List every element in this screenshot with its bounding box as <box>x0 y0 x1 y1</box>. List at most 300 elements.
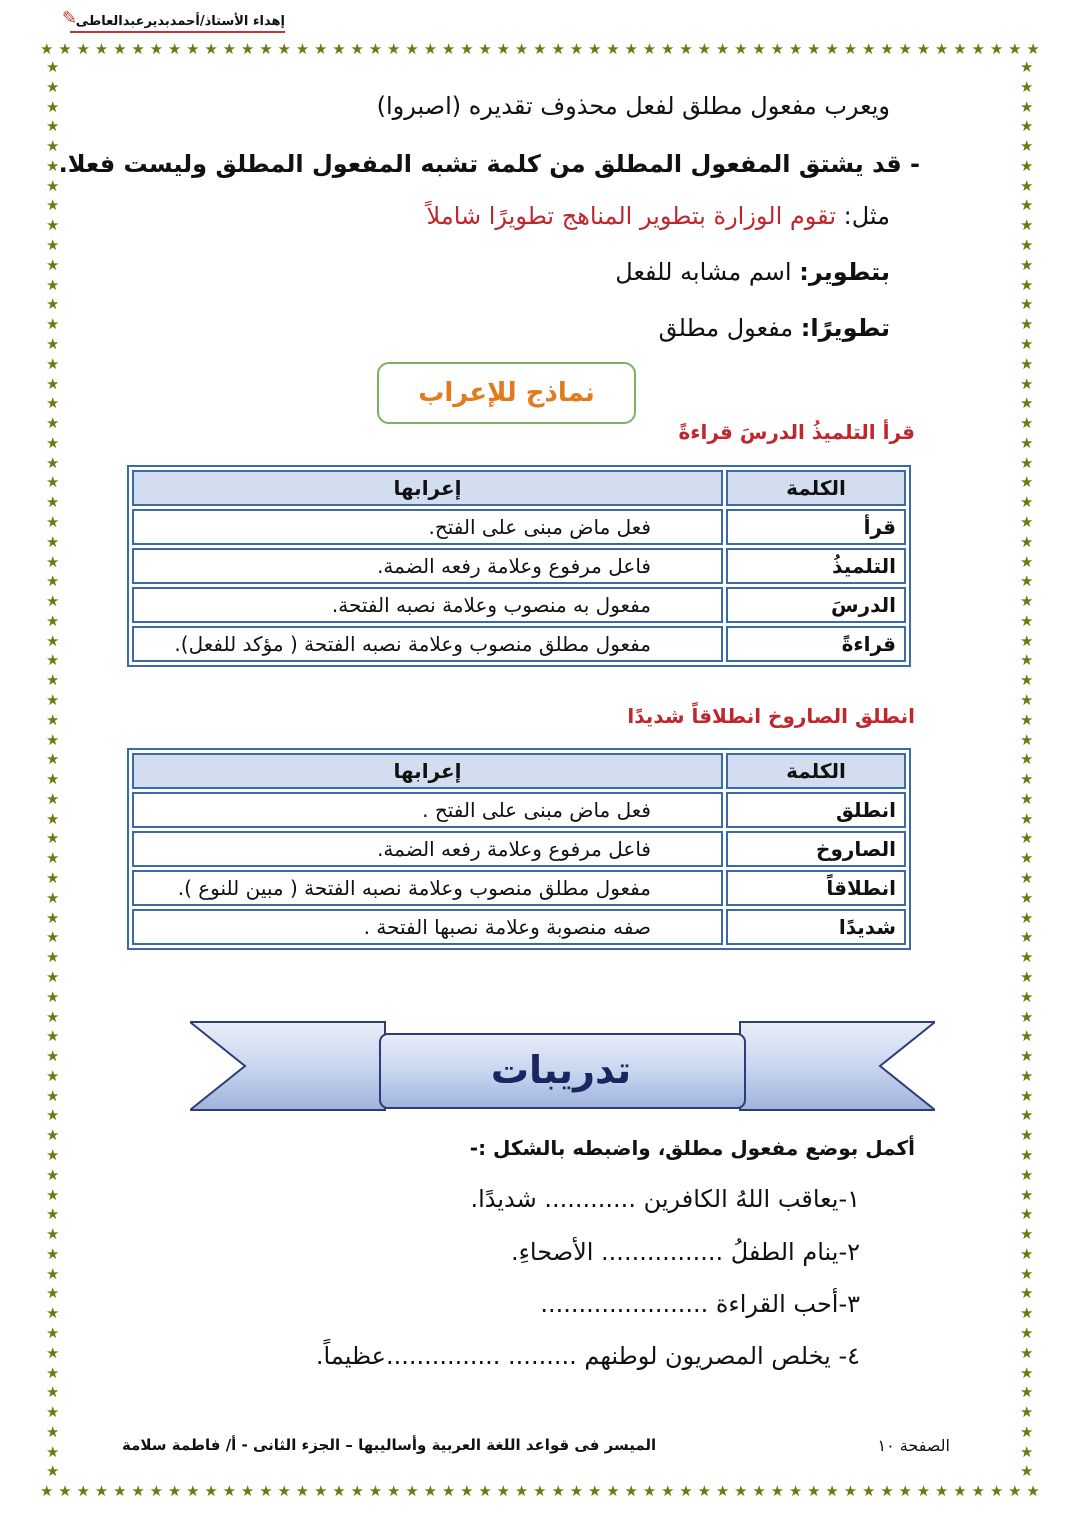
row-irab: فاعل مرفوع وعلامة رفعه الضمة. <box>132 548 723 584</box>
star-icon: ★ <box>186 40 200 58</box>
row-word: قرأ <box>726 509 906 545</box>
star-icon: ★ <box>642 1482 657 1500</box>
star-icon: ★ <box>113 40 127 58</box>
pencil-icon: ✎ <box>62 8 78 29</box>
star-icon: ★ <box>1020 156 1034 175</box>
star-icon: ★ <box>76 1482 90 1500</box>
star-icon: ★ <box>46 414 60 433</box>
example-line <box>427 202 890 230</box>
star-icon: ★ <box>204 40 218 58</box>
footer-page-number: الصفحة ١٠ <box>877 1436 950 1455</box>
star-icon: ★ <box>788 1482 803 1500</box>
star-icon: ★ <box>46 216 60 235</box>
word-2-desc: مفعول مطلق <box>658 314 794 342</box>
star-icon: ★ <box>1020 849 1034 868</box>
star-icon: ★ <box>46 58 60 76</box>
star-icon: ★ <box>1020 611 1034 630</box>
star-icon: ★ <box>533 40 547 58</box>
star-icon: ★ <box>1020 414 1034 433</box>
star-icon: ★ <box>46 1324 60 1342</box>
star-icon: ★ <box>149 40 164 58</box>
star-icon: ★ <box>423 40 438 58</box>
star-icon: ★ <box>46 789 60 808</box>
star-icon: ★ <box>46 453 60 472</box>
star-icon: ★ <box>661 1482 675 1500</box>
star-icon: ★ <box>1020 1244 1034 1263</box>
star-icon: ★ <box>46 334 60 353</box>
star-icon: ★ <box>40 1482 54 1500</box>
star-icon: ★ <box>1020 730 1034 749</box>
star-icon: ★ <box>861 40 876 58</box>
star-icon: ★ <box>496 40 511 58</box>
star-icon: ★ <box>587 1482 602 1500</box>
star-icon: ★ <box>167 1482 182 1500</box>
star-icon: ★ <box>46 473 60 492</box>
star-icon: ★ <box>1020 58 1034 76</box>
star-icon: ★ <box>46 928 60 947</box>
star-icon: ★ <box>624 1482 638 1500</box>
star-icon: ★ <box>661 40 675 58</box>
exercise-item: ٢-ينام الطفلُ ................ الأصحاءِ. <box>510 1238 860 1266</box>
header-credit <box>62 8 285 33</box>
star-icon: ★ <box>46 552 60 571</box>
star-icon: ★ <box>46 1066 60 1085</box>
star-icon: ★ <box>1020 275 1034 294</box>
table-row <box>132 509 906 545</box>
row-irab: فعل ماض مبنى على الفتح. <box>132 509 723 545</box>
star-icon: ★ <box>94 1482 109 1500</box>
star-icon: ★ <box>46 315 60 334</box>
star-icon: ★ <box>1020 1343 1034 1362</box>
star-icon: ★ <box>989 40 1004 58</box>
star-icon: ★ <box>46 1225 60 1244</box>
star-icon: ★ <box>46 255 60 274</box>
star-icon: ★ <box>1020 334 1034 353</box>
star-icon: ★ <box>387 1482 401 1500</box>
star-icon: ★ <box>46 908 60 927</box>
star-icon: ★ <box>569 40 584 58</box>
star-icon: ★ <box>46 117 60 136</box>
col-word-header: الكلمة <box>726 470 906 506</box>
star-icon: ★ <box>642 40 657 58</box>
star-icon: ★ <box>916 40 931 58</box>
word-line-1 <box>615 258 890 286</box>
star-icon: ★ <box>46 611 60 630</box>
star-icon: ★ <box>368 1482 383 1500</box>
exercises-title: تدريبات <box>490 1048 632 1092</box>
star-icon: ★ <box>46 829 60 848</box>
star-icon: ★ <box>1020 315 1034 334</box>
star-icon: ★ <box>1020 1165 1034 1184</box>
star-icon: ★ <box>1020 1106 1034 1125</box>
star-icon: ★ <box>259 1482 273 1500</box>
star-icon: ★ <box>46 1047 60 1066</box>
row-irab: فعل ماض مبنى على الفتح . <box>132 792 723 828</box>
star-icon: ★ <box>935 40 949 58</box>
star-icon: ★ <box>46 888 60 907</box>
star-icon: ★ <box>679 40 693 58</box>
star-icon: ★ <box>1020 1145 1034 1164</box>
star-icon: ★ <box>186 1482 200 1500</box>
star-icon: ★ <box>405 40 419 58</box>
star-icon: ★ <box>46 631 60 650</box>
star-icon: ★ <box>76 40 90 58</box>
table-row <box>132 792 906 828</box>
star-icon: ★ <box>807 40 821 58</box>
row-word: الدرسَ <box>726 587 906 623</box>
star-icon: ★ <box>46 236 60 255</box>
irab-table-2 <box>127 748 911 950</box>
star-icon: ★ <box>113 1482 127 1500</box>
star-icon: ★ <box>1020 710 1034 729</box>
row-word: شديدًا <box>726 909 906 945</box>
star-icon: ★ <box>1020 394 1034 413</box>
word-line-2 <box>659 314 890 342</box>
star-icon: ★ <box>46 1106 60 1125</box>
star-icon: ★ <box>697 40 712 58</box>
star-icon: ★ <box>46 1126 60 1145</box>
star-icon: ★ <box>989 1482 1004 1500</box>
star-icon: ★ <box>1020 1422 1034 1441</box>
star-icon: ★ <box>131 40 145 58</box>
star-icon: ★ <box>825 1482 839 1500</box>
star-icon: ★ <box>46 651 60 670</box>
star-icon: ★ <box>752 40 766 58</box>
star-icon: ★ <box>953 1482 967 1500</box>
star-icon: ★ <box>460 1482 474 1500</box>
star-icon: ★ <box>1020 750 1034 769</box>
exercise-item: ٤- يخلص المصريون لوطنهم ......... ...............عظيماً. <box>315 1342 860 1370</box>
star-icon: ★ <box>1020 1442 1034 1461</box>
exercise-instruction: أكمل بوضع مفعول مطلق، واضبطه بالشكل :- <box>469 1136 915 1160</box>
star-icon: ★ <box>1020 1086 1034 1105</box>
table-row <box>132 587 906 623</box>
exercise-item: ١-يعاقب اللهُ الكافرين ............ شديدًا. <box>470 1185 860 1213</box>
star-icon: ★ <box>46 295 60 314</box>
star-icon: ★ <box>1020 196 1034 215</box>
word-2: تطويرًا: <box>800 314 890 342</box>
star-icon: ★ <box>1020 216 1034 235</box>
star-icon: ★ <box>1020 928 1034 947</box>
star-icon: ★ <box>46 512 60 531</box>
star-icon: ★ <box>1020 176 1034 195</box>
star-icon: ★ <box>788 40 803 58</box>
star-icon: ★ <box>1020 770 1034 789</box>
example1-sentence: قرأ التلميذُ الدرسَ قراءةً <box>678 420 915 444</box>
star-icon: ★ <box>46 493 60 512</box>
exercise-item: ٣-أحب القراءة ...................... <box>540 1290 860 1318</box>
star-icon: ★ <box>606 40 620 58</box>
star-icon: ★ <box>46 691 60 709</box>
star-icon: ★ <box>880 1482 894 1500</box>
star-icon: ★ <box>46 1264 60 1283</box>
star-icon: ★ <box>971 40 985 58</box>
star-icon: ★ <box>46 770 60 789</box>
star-icon: ★ <box>46 809 60 828</box>
star-icon: ★ <box>167 40 182 58</box>
star-icon: ★ <box>46 572 60 591</box>
word-1-desc: اسم مشابه للفعل <box>615 258 792 286</box>
star-icon: ★ <box>734 1482 748 1500</box>
star-icon: ★ <box>460 40 474 58</box>
row-word: التلميذُ <box>726 548 906 584</box>
star-icon: ★ <box>46 1027 60 1046</box>
intro-line-2: - قد يشتق المفعول المطلق من كلمة تشبه المفعول المطلق وليست فعلا. <box>58 150 920 178</box>
star-icon: ★ <box>46 1304 60 1323</box>
star-icon: ★ <box>1020 671 1034 690</box>
star-icon: ★ <box>222 40 237 58</box>
star-icon: ★ <box>551 1482 565 1500</box>
star-border-bottom <box>40 1484 1040 1499</box>
table-row <box>132 626 906 662</box>
star-icon: ★ <box>1020 592 1034 611</box>
star-icon: ★ <box>1020 1363 1034 1382</box>
star-icon: ★ <box>807 1482 821 1500</box>
star-icon: ★ <box>496 1482 511 1500</box>
col-irab-header: إعرابها <box>132 753 723 789</box>
star-icon: ★ <box>1020 1225 1034 1244</box>
star-icon: ★ <box>277 40 291 58</box>
star-icon: ★ <box>715 1482 730 1500</box>
star-icon: ★ <box>46 849 60 868</box>
star-icon: ★ <box>514 40 529 58</box>
star-icon: ★ <box>46 532 60 551</box>
star-icon: ★ <box>313 40 328 58</box>
star-icon: ★ <box>1020 354 1034 373</box>
star-icon: ★ <box>46 1205 60 1224</box>
star-icon: ★ <box>58 1482 72 1500</box>
star-icon: ★ <box>295 40 310 58</box>
star-icon: ★ <box>350 1482 364 1500</box>
star-icon: ★ <box>935 1482 949 1500</box>
row-word: قراءةً <box>726 626 906 662</box>
star-icon: ★ <box>46 1185 60 1204</box>
star-icon: ★ <box>478 1482 492 1500</box>
star-icon: ★ <box>1020 374 1034 393</box>
star-icon: ★ <box>880 40 894 58</box>
star-icon: ★ <box>514 1482 529 1500</box>
star-icon: ★ <box>1020 1403 1034 1422</box>
star-icon: ★ <box>240 40 255 58</box>
star-icon: ★ <box>46 354 60 373</box>
star-icon: ★ <box>533 1482 547 1500</box>
star-icon: ★ <box>1020 1205 1034 1224</box>
star-icon: ★ <box>46 1462 60 1481</box>
header-credit-text: إهداء الأستاذ/أحمدبديرعبدالعاطى <box>75 14 285 29</box>
star-icon: ★ <box>825 40 839 58</box>
models-title-box <box>377 362 636 424</box>
star-icon: ★ <box>46 275 60 294</box>
star-icon: ★ <box>46 97 60 116</box>
star-icon: ★ <box>1020 137 1034 156</box>
star-icon: ★ <box>46 1442 60 1461</box>
star-icon: ★ <box>569 1482 584 1500</box>
star-icon: ★ <box>131 1482 145 1500</box>
star-icon: ★ <box>1020 236 1034 255</box>
star-icon: ★ <box>1020 1462 1034 1481</box>
star-icon: ★ <box>1020 987 1034 1006</box>
star-icon: ★ <box>368 40 383 58</box>
irab-table-1 <box>127 465 911 667</box>
star-icon: ★ <box>46 1284 60 1303</box>
star-icon: ★ <box>1020 295 1034 314</box>
star-icon: ★ <box>259 40 273 58</box>
star-icon: ★ <box>898 1482 912 1500</box>
star-icon: ★ <box>46 1165 60 1184</box>
star-icon: ★ <box>1020 651 1034 670</box>
star-icon: ★ <box>1020 77 1034 96</box>
col-word-header: الكلمة <box>726 753 906 789</box>
col-irab-header: إعرابها <box>132 470 723 506</box>
star-icon: ★ <box>953 40 967 58</box>
star-icon: ★ <box>1020 691 1034 709</box>
star-border-left <box>46 60 59 1480</box>
star-icon: ★ <box>46 394 60 413</box>
star-icon: ★ <box>1020 1007 1034 1026</box>
star-icon: ★ <box>1020 453 1034 472</box>
star-icon: ★ <box>46 671 60 690</box>
star-icon: ★ <box>770 1482 785 1500</box>
star-icon: ★ <box>843 1482 858 1500</box>
star-icon: ★ <box>46 730 60 749</box>
star-icon: ★ <box>1020 1185 1034 1204</box>
star-icon: ★ <box>861 1482 876 1500</box>
star-icon: ★ <box>441 40 456 58</box>
star-icon: ★ <box>313 1482 328 1500</box>
star-icon: ★ <box>1020 1284 1034 1303</box>
row-irab: مفعول به منصوب وعلامة نصبه الفتحة. <box>132 587 723 623</box>
row-irab: صفه منصوبة وعلامة نصبها الفتحة . <box>132 909 723 945</box>
star-icon: ★ <box>1026 1482 1040 1500</box>
star-icon: ★ <box>1020 948 1034 967</box>
star-icon: ★ <box>551 40 565 58</box>
star-icon: ★ <box>94 40 109 58</box>
star-icon: ★ <box>1020 117 1034 136</box>
star-icon: ★ <box>1020 1304 1034 1323</box>
star-icon: ★ <box>46 1145 60 1164</box>
star-icon: ★ <box>350 40 364 58</box>
star-icon: ★ <box>734 40 748 58</box>
star-icon: ★ <box>1020 1264 1034 1283</box>
star-icon: ★ <box>46 1383 60 1402</box>
star-icon: ★ <box>46 1363 60 1382</box>
row-irab: مفعول مطلق منصوب وعلامة نصبه الفتحة ( مؤكد للفعل). <box>132 626 723 662</box>
star-icon: ★ <box>1020 1126 1034 1145</box>
star-icon: ★ <box>332 1482 346 1500</box>
star-icon: ★ <box>1020 631 1034 650</box>
star-icon: ★ <box>46 592 60 611</box>
star-icon: ★ <box>46 1422 60 1441</box>
star-icon: ★ <box>916 1482 931 1500</box>
star-icon: ★ <box>46 1244 60 1263</box>
star-icon: ★ <box>1020 829 1034 848</box>
star-icon: ★ <box>1020 1324 1034 1342</box>
star-icon: ★ <box>971 1482 985 1500</box>
intro-line-1: ويعرب مفعول مطلق لفعل محذوف تقديره (اصبروا) <box>376 92 890 120</box>
table-header-row <box>132 470 906 506</box>
example-text: تقوم الوزارة بتطوير المناهج تطويرًا شاملاً <box>426 202 836 230</box>
star-icon: ★ <box>46 1403 60 1422</box>
star-icon: ★ <box>1020 1383 1034 1402</box>
star-icon: ★ <box>770 40 785 58</box>
star-icon: ★ <box>898 40 912 58</box>
star-icon: ★ <box>46 176 60 195</box>
star-icon: ★ <box>46 1086 60 1105</box>
star-icon: ★ <box>1020 433 1034 452</box>
star-border-right <box>1020 60 1033 1480</box>
star-icon: ★ <box>46 77 60 96</box>
footer-book-title: الميسر فى قواعد اللغة العربية وأساليبها – الجزء الثانى - أ/ فاطمة سلامة <box>122 1436 657 1454</box>
star-icon: ★ <box>679 1482 693 1500</box>
star-icon: ★ <box>1020 1047 1034 1066</box>
star-icon: ★ <box>46 374 60 393</box>
star-icon: ★ <box>715 40 730 58</box>
star-icon: ★ <box>46 967 60 986</box>
star-icon: ★ <box>46 433 60 452</box>
star-icon: ★ <box>46 750 60 769</box>
table-row <box>132 870 906 906</box>
star-icon: ★ <box>1020 809 1034 828</box>
models-title: نماذج للإعراب <box>418 378 595 408</box>
star-icon: ★ <box>1020 572 1034 591</box>
star-icon: ★ <box>697 1482 712 1500</box>
star-icon: ★ <box>1020 97 1034 116</box>
star-icon: ★ <box>1020 473 1034 492</box>
star-icon: ★ <box>46 137 60 156</box>
star-icon: ★ <box>1020 967 1034 986</box>
star-icon: ★ <box>587 40 602 58</box>
star-icon: ★ <box>1020 908 1034 927</box>
star-icon: ★ <box>46 987 60 1006</box>
star-icon: ★ <box>222 1482 237 1500</box>
star-icon: ★ <box>204 1482 218 1500</box>
table-row <box>132 831 906 867</box>
star-icon: ★ <box>46 1343 60 1362</box>
table-row <box>132 909 906 945</box>
star-icon: ★ <box>240 1482 255 1500</box>
star-icon: ★ <box>46 1007 60 1026</box>
star-icon: ★ <box>1008 40 1022 58</box>
star-icon: ★ <box>46 710 60 729</box>
star-icon: ★ <box>1020 552 1034 571</box>
star-icon: ★ <box>1026 40 1040 58</box>
row-irab: مفعول مطلق منصوب وعلامة نصبه الفتحة ( مبين للنوع ). <box>132 870 723 906</box>
star-icon: ★ <box>1020 532 1034 551</box>
star-icon: ★ <box>1020 493 1034 512</box>
star-icon: ★ <box>1020 789 1034 808</box>
row-irab: فاعل مرفوع وعلامة رفعه الضمة. <box>132 831 723 867</box>
row-word: انطلاقاً <box>726 870 906 906</box>
star-icon: ★ <box>843 40 858 58</box>
star-icon: ★ <box>405 1482 419 1500</box>
star-icon: ★ <box>387 40 401 58</box>
star-icon: ★ <box>46 196 60 215</box>
star-icon: ★ <box>478 40 492 58</box>
star-icon: ★ <box>1020 1066 1034 1085</box>
example2-sentence: انطلق الصاروخ انطلاقاً شديدًا <box>627 704 915 728</box>
star-icon: ★ <box>40 40 54 58</box>
star-icon: ★ <box>46 156 60 175</box>
table-row <box>132 548 906 584</box>
star-icon: ★ <box>295 1482 310 1500</box>
star-icon: ★ <box>277 1482 291 1500</box>
star-icon: ★ <box>1020 255 1034 274</box>
star-icon: ★ <box>1020 512 1034 531</box>
example-label: مثل: <box>843 202 890 230</box>
star-icon: ★ <box>149 1482 164 1500</box>
star-border-top <box>40 42 1040 57</box>
star-icon: ★ <box>752 1482 766 1500</box>
